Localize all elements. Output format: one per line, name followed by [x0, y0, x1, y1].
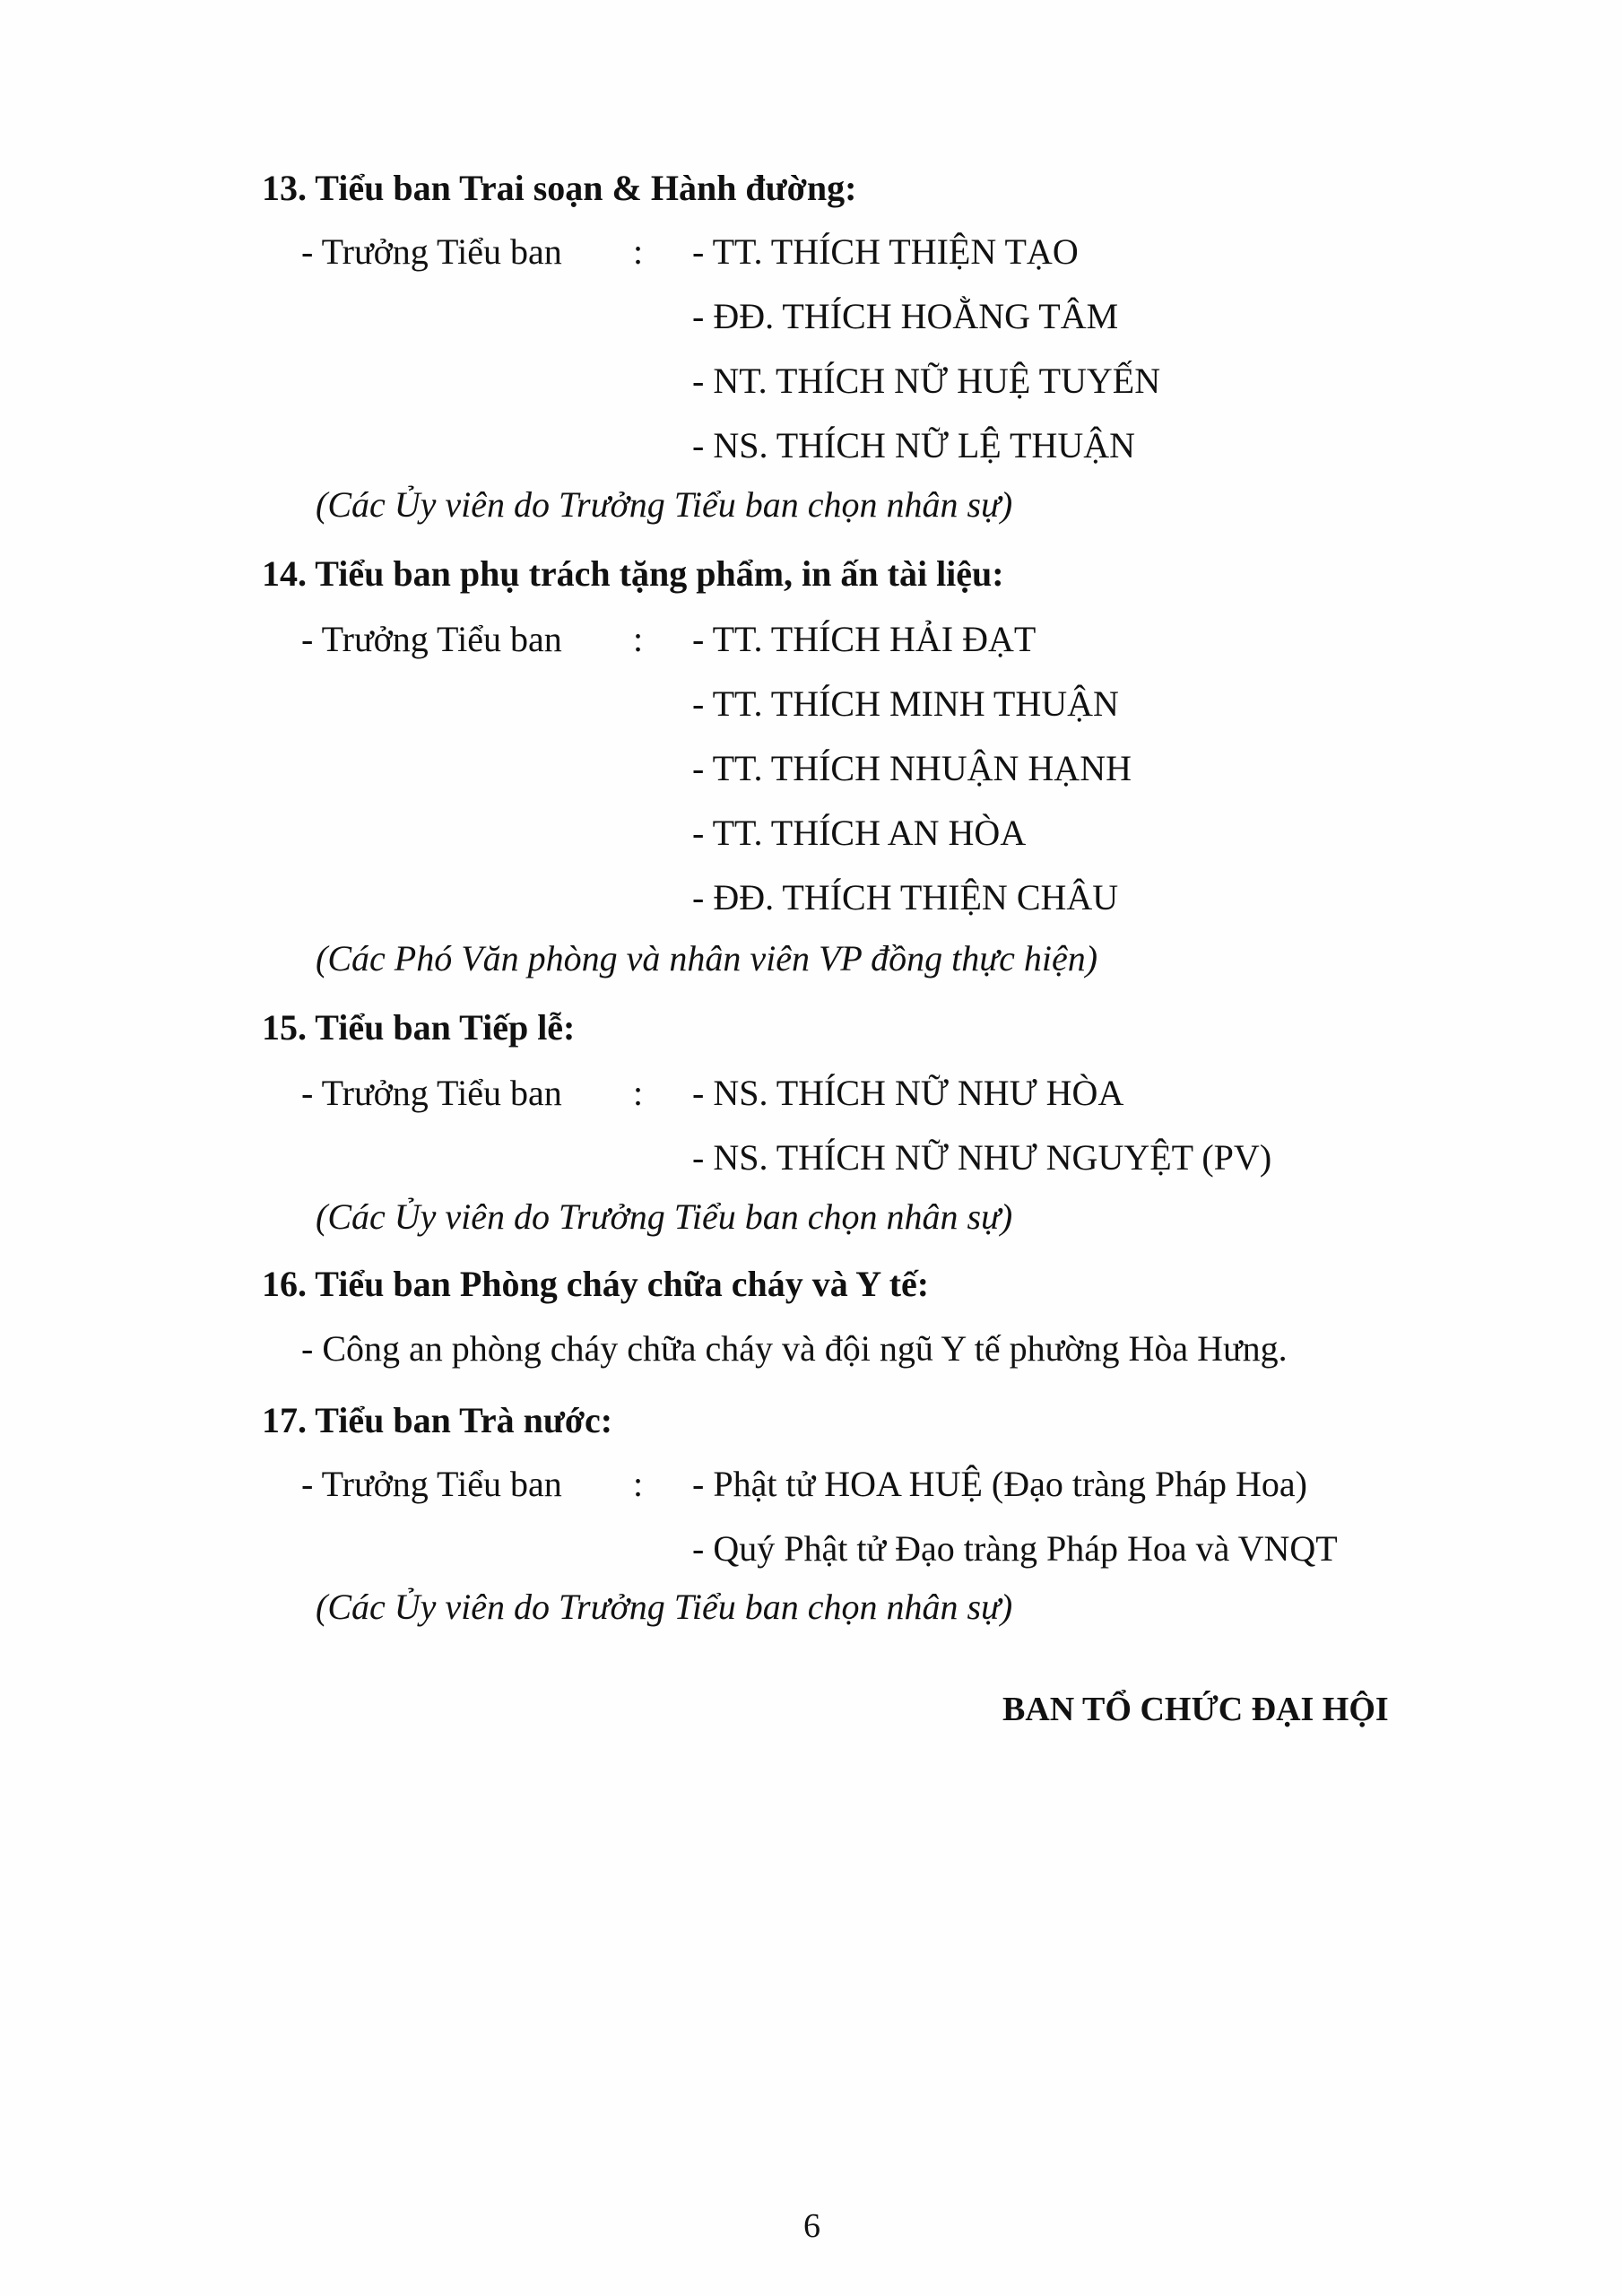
section-14-member: - TT. THÍCH AN HÒA	[692, 813, 1027, 853]
section-13-colon: :	[633, 231, 644, 272]
section-14-note: (Các Phó Văn phòng và nhân viên VP đồng thực hiện)	[316, 938, 1098, 978]
section-14-role: - Trưởng Tiểu ban	[301, 619, 562, 659]
section-17-member: - Phật tử HOA HUỆ (Đạo tràng Pháp Hoa)	[692, 1464, 1307, 1504]
section-17-heading: 17. Tiểu ban Trà nước:	[262, 1400, 613, 1440]
section-14-member: - TT. THÍCH MINH THUẬN	[692, 683, 1119, 724]
section-13-role: - Trưởng Tiểu ban	[301, 231, 562, 272]
section-14-heading: 14. Tiểu ban phụ trách tặng phẩm, in ấn tài liệu:	[262, 553, 1004, 594]
section-16-heading: 16. Tiểu ban Phòng cháy chữa cháy và Y tế:	[262, 1264, 930, 1304]
section-13-heading: 13. Tiểu ban Trai soạn & Hành đường:	[262, 168, 857, 208]
page-number: 6	[803, 2207, 820, 2245]
section-15-role: - Trưởng Tiểu ban	[301, 1073, 562, 1113]
section-15-note: (Các Ủy viên do Trưởng Tiểu ban chọn nhân sự)	[316, 1196, 1013, 1237]
section-17-note: (Các Ủy viên do Trưởng Tiểu ban chọn nhân sự)	[316, 1587, 1013, 1627]
section-14-colon: :	[633, 619, 644, 659]
signature-organizing-committee: BAN TỔ CHỨC ĐẠI HỘI	[1002, 1691, 1389, 1728]
section-13-member: - NS. THÍCH NỮ LỆ THUẬN	[692, 425, 1135, 465]
section-15-member: - NS. THÍCH NỮ NHƯ NGUYỆT (PV)	[692, 1137, 1272, 1178]
section-16-line: - Công an phòng cháy chữa cháy và đội ngũ Y tế phường Hòa Hưng.	[301, 1328, 1288, 1369]
section-15-heading: 15. Tiểu ban Tiếp lễ:	[262, 1007, 576, 1048]
section-17-member: - Quý Phật tử Đạo tràng Pháp Hoa và VNQT	[692, 1528, 1338, 1569]
section-13-member: - NT. THÍCH NỮ HUỆ TUYẾN	[692, 361, 1161, 401]
section-14-member: - TT. THÍCH HẢI ĐẠT	[692, 619, 1037, 659]
section-13-member: - TT. THÍCH THIỆN TẠO	[692, 231, 1079, 272]
section-14-member: - TT. THÍCH NHUẬN HẠNH	[692, 748, 1132, 788]
section-15-member: - NS. THÍCH NỮ NHƯ HÒA	[692, 1073, 1124, 1113]
section-17-role: - Trưởng Tiểu ban	[301, 1464, 562, 1504]
section-13-note: (Các Ủy viên do Trưởng Tiểu ban chọn nhân sự)	[316, 484, 1013, 525]
section-17-colon: :	[633, 1464, 644, 1504]
section-13-member: - ĐĐ. THÍCH HOẰNG TÂM	[692, 296, 1119, 336]
section-14-member: - ĐĐ. THÍCH THIỆN CHÂU	[692, 877, 1119, 918]
section-15-colon: :	[633, 1073, 644, 1113]
